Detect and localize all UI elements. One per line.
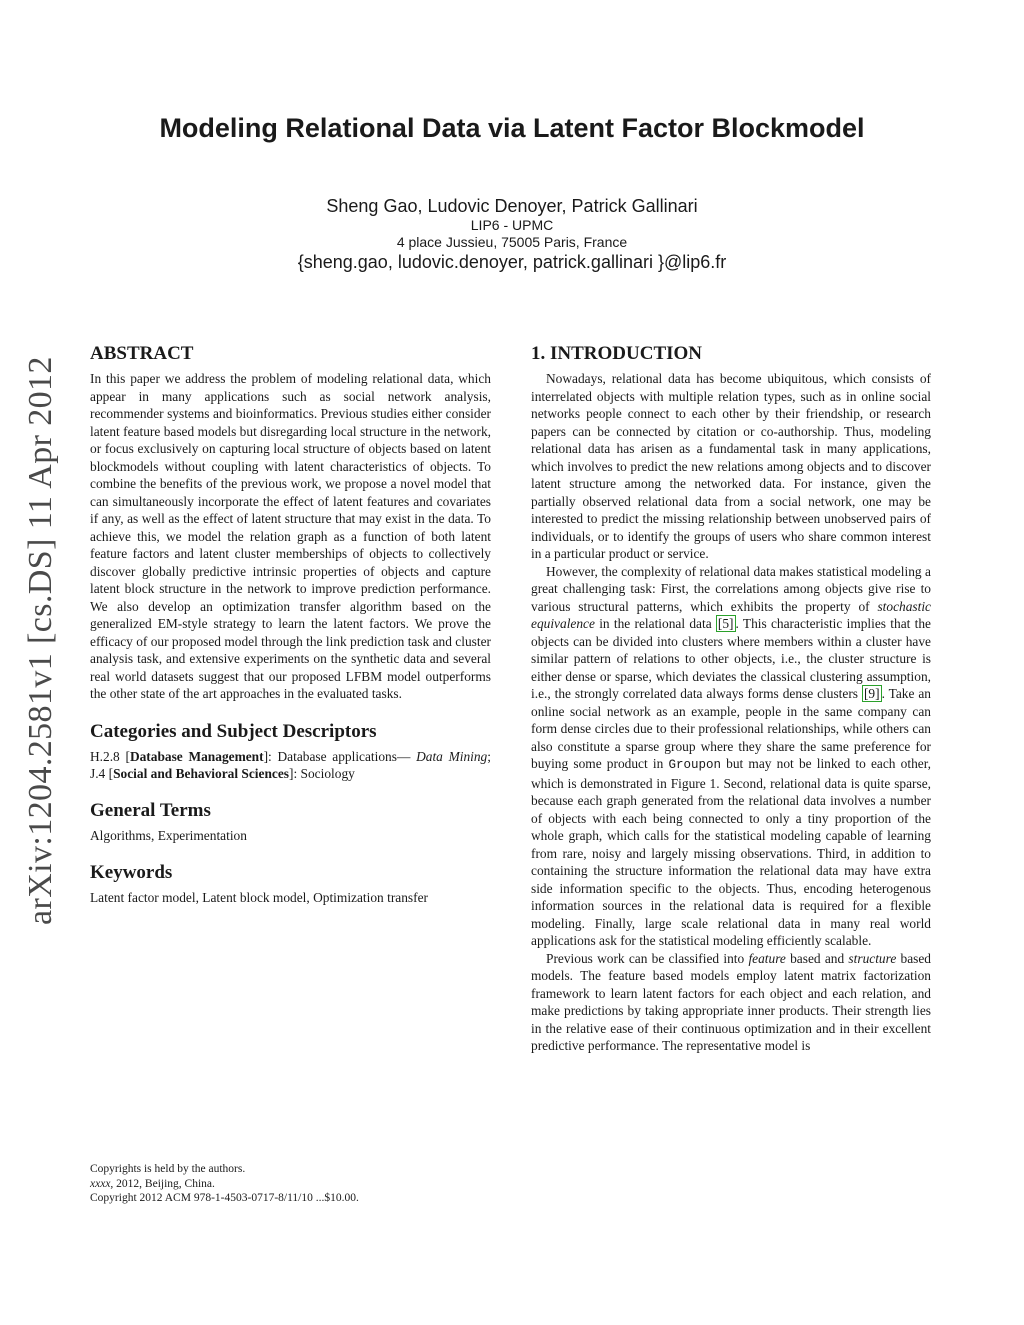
arxiv-stamp: arXiv:1204.2581v1 [cs.DS] 11 Apr 2012 bbox=[22, 356, 59, 925]
author-block bbox=[0, 195, 1024, 273]
text-run: . Take an online social network as an example, people in the same company can form dense circles due to their professional relationships, while others can also constitute a sparse group where they share the same preference for buying some product in bbox=[531, 686, 932, 771]
text-run: but may not be linked to each other, which is demonstrated in Figure 1. Second, relational data is quite sparse, because each graph generated from the relational data involves a number of objects with each being connected to only a tiny proportion of the whole graph, which calls for the statistical modeling capable of learning from rare, noisy and largely missing observations. Third, in addition to containing the structure information the relational data may have extra side information specific to the objects. Thus, encoding heterogenous information sources in the relational data is required for a flexible modeling. Finally, large scale relational data in many real world applications ask for the statistical modeling efficiently scalable. bbox=[531, 756, 931, 948]
right-column bbox=[531, 342, 931, 1055]
categories-italic: Data Mining bbox=[416, 748, 488, 764]
intro-paragraph-1: Nowadays, relational data has become ubiquitous, which consists of interrelated objects with multiple relation types, such as in online social networks people connect to each other by their friendship, or research papers can be connected by citation or co-authorship. Thus, modeling relational data has arisen as a fundamental task in many applications, which involves to predict the new relations among objects and to discover latent structure among the networked data. For instance, given the partially observed relational data from a social network, one may be interested to predict the missing relationship between unobserved pairs of individuals, or to identify the groups of users who share common interest in a particular product or service. bbox=[531, 371, 931, 561]
categories-part: H.2.8 [ bbox=[90, 748, 130, 764]
abstract-heading: ABSTRACT bbox=[90, 343, 194, 364]
categories-text bbox=[90, 748, 491, 783]
copyright-venue: xxxx, bbox=[90, 1177, 114, 1190]
text-run: in the relational data bbox=[594, 616, 716, 631]
copyright-place: 2012, Beijing, China. bbox=[113, 1177, 215, 1190]
text-run: Previous work can be classified into bbox=[546, 950, 749, 966]
keywords-text: Latent factor model, Latent block model, Optimization transfer bbox=[90, 890, 428, 905]
paper-title: Modeling Relational Data via Latent Factor Blockmodel bbox=[159, 113, 865, 143]
abstract-text: In this paper we address the problem of modeling relational data, which appear in many applications such as social network analysis, recommender systems and bioinformatics. Previous studies either consider latent feature based models but disregarding local structure in the network, or focus exclusively on capturing local structure of objects based on latent blockmodels without coupling with latent characteristics of objects. To combine the benefits of the previous work, we propose a novel model that can simultaneously incorporate the effect of latent features and covariates if any, as well as the effect of latent structure that may exist in the data. To achieve this, we model the relation graph as a function of both latent feature factors and latent cluster memberships of objects to collectively discover globally predictive intrinsic properties of objects and capture latent block structure in the network to improve prediction performance. We also develop an optimization transfer algorithm based on the generalized EM-style strategy to learn the latent factors. We prove the efficacy of our proposed model through the link prediction task and cluster analysis task, and extensive experiments on the synthetic data and several real world datasets suggest that our proposed LFBM model outperforms the other state of the art approaches in the evaluated tasks. bbox=[90, 371, 491, 701]
copyright-line: Copyrights is held by the authors. bbox=[90, 1163, 246, 1175]
categories-bold: Social and Behavioral Sciences bbox=[113, 766, 290, 781]
categories-bold: Database Management bbox=[129, 748, 264, 764]
text-mono: Groupon bbox=[668, 758, 721, 772]
copyright-block bbox=[90, 1162, 510, 1206]
text-italic: feature bbox=[748, 950, 786, 966]
text-run: based models. The feature based models employ latent matrix factorization framework to learn latent factors for each object and each relation, and make predictions by taking appropriate inner products. Their strength lies in the relative ease of their continuous optimization and in their excellent predictive performance. The representative model is bbox=[531, 950, 932, 1053]
author-names: Sheng Gao, Ludovic Denoyer, Patrick Gallinari bbox=[326, 196, 698, 216]
categories-part: ; J.4 [ bbox=[90, 748, 491, 781]
general-terms-heading: General Terms bbox=[90, 799, 211, 821]
left-column bbox=[90, 342, 491, 907]
text-run: based and bbox=[785, 950, 849, 966]
text-italic: structure bbox=[848, 950, 897, 966]
copyright-line bbox=[90, 1177, 510, 1192]
author-address: 4 place Jussieu, 75005 Paris, France bbox=[396, 234, 628, 250]
intro-paragraph-2 bbox=[531, 563, 931, 950]
categories-heading: Categories and Subject Descriptors bbox=[90, 720, 377, 742]
text-run: . This characteristic implies that the objects can be divided into clusters where members within a cluster have similar pattern of relations to other objects, i.e., the cluster structure is either dense or sparse, which deviates the classical clustering assumption, i.e., the strongly correlated data always forms dense clusters bbox=[531, 616, 931, 701]
categories-part: ]: Sociology bbox=[289, 766, 355, 781]
author-email: {sheng.gao, ludovic.denoyer, patrick.gallinari }@lip6.fr bbox=[297, 252, 727, 272]
citation-link[interactable]: [9] bbox=[863, 686, 880, 701]
introduction-heading: 1. INTRODUCTION bbox=[531, 343, 703, 364]
intro-paragraph-3 bbox=[531, 950, 931, 1055]
general-terms-text: Algorithms, Experimentation bbox=[90, 827, 247, 843]
copyright-line: Copyright 2012 ACM 978-1-4503-0717-8/11/10 ...$10.00. bbox=[90, 1192, 359, 1204]
text-italic: stochastic equivalence bbox=[531, 598, 931, 631]
categories-part: ]: Database applications— bbox=[263, 748, 411, 764]
citation-link[interactable]: [5] bbox=[717, 616, 734, 631]
keywords-heading: Keywords bbox=[90, 862, 173, 883]
text-run: However, the complexity of relational data makes statistical modeling a great challenging task: First, the correlations among objects give rise to various structural patterns, which exhibits the property of bbox=[531, 563, 931, 614]
author-affiliation: LIP6 - UPMC bbox=[470, 217, 554, 233]
